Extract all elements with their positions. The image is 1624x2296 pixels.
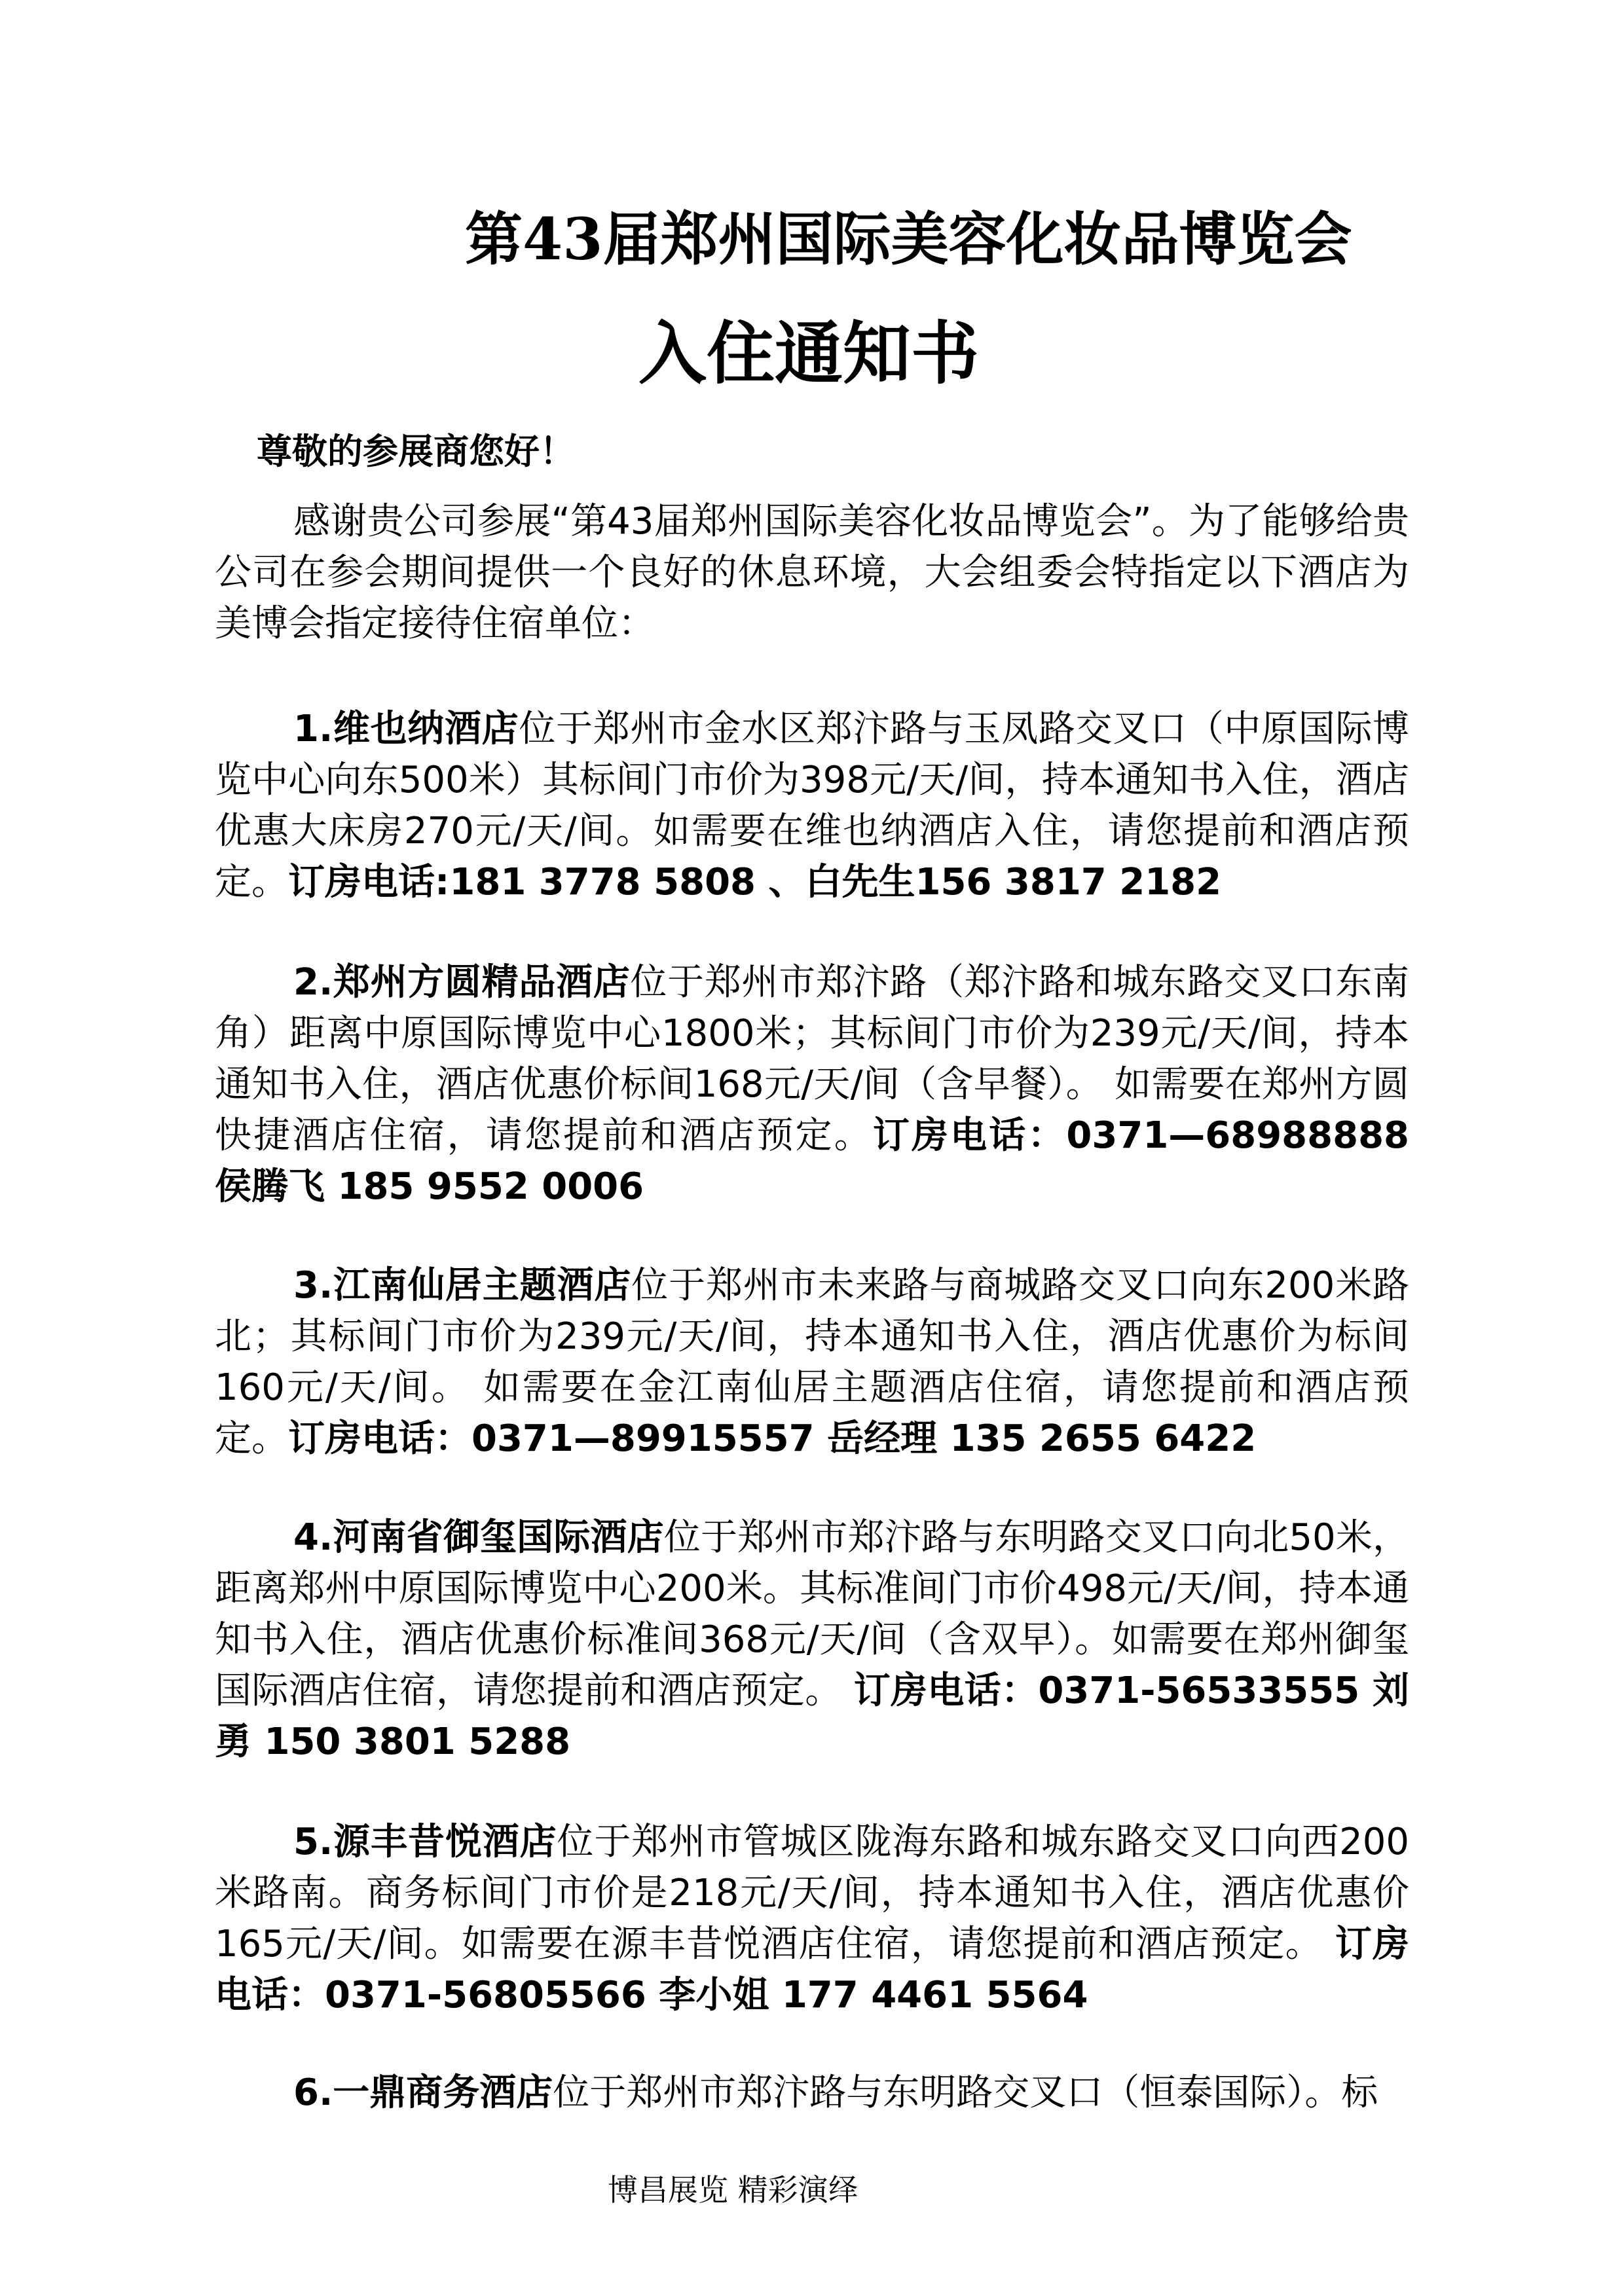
hotel-number: 4. (293, 1516, 333, 1559)
hotel-name: 源丰昔悦酒店 (333, 1821, 557, 1863)
hotel-number: 5. (293, 1821, 333, 1863)
hotel-name: 江南仙居主题酒店 (333, 1264, 632, 1307)
document-subtitle: 入住通知书 (638, 313, 980, 393)
hotel-name: 河南省御玺国际酒店 (333, 1516, 664, 1559)
hotel-description: 位于郑州市郑汴路与东明路交叉口向北50米，距离郑州中原国际博览中心200米。其标准间门市价498元/天/间，持本通知书入住，酒店优惠价标准间368元/天/间（含双早）。如需要在郑州御玺国际酒店住宿，请您提前和酒店预定。 (215, 1516, 1409, 1712)
hotel-number: 1. (293, 708, 333, 750)
hotel-contact: 订房电话：0371-56533555 刘勇 150 3801 5288 (215, 1669, 1409, 1763)
hotel-name: 郑州方圆精品酒店 (333, 961, 631, 1004)
hotel-number: 6. (293, 2071, 333, 2114)
intro-paragraph (215, 496, 1409, 649)
hotel-description: 位于郑州市郑汴路（郑汴路和城东路交叉口东南角）距离中原国际博览中心1800米；其标间门市价为239元/天/间，持本通知书入住，酒店优惠价标间168元/天/间（含早餐）。 如需要在郑州方圆快捷酒店住宿，请您提前和酒店预定。 (215, 961, 1410, 1157)
hotel-item (215, 957, 1409, 1212)
hotel-item (215, 1817, 1409, 2021)
hotel-contact: 订房电话：0371—68988888 侯腾飞 185 9552 0006 (215, 1114, 1410, 1208)
hotel-contact: 订房电话：0371—89915557 岳经理 135 2655 6422 (288, 1417, 1257, 1460)
document-title: 第43届郑州国际美容化妆品博览会 (465, 205, 1352, 273)
greeting: 尊敬的参展商您好！ (257, 431, 575, 472)
hotel-number: 3. (293, 1264, 333, 1307)
hotel-contact: 订房电话:181 3778 5808 、白先生156 3817 2182 (288, 861, 1222, 903)
hotel-item (215, 1512, 1409, 1768)
hotel-description: 位于郑州市未来路与商城路交叉口向东200米路北；其标间门市价为239元/天/间，持本通知书入住，酒店优惠价为标间160元/天/间。 如需要在金江南仙居主题酒店住宿，请您提前和酒店预定。 (215, 1264, 1410, 1460)
hotel-item (215, 704, 1409, 908)
hotel-description: 位于郑州市郑汴路与东明路交叉口（恒泰国际）。标 (553, 2071, 1378, 2114)
hotel-item (215, 2068, 1409, 2119)
intro-text: 感谢贵公司参展“第43届郑州国际美容化妆品博览会”。为了能够给贵公司在参会期间提供一个良好的休息环境，大会组委会特指定以下酒店为美博会指定接待住宿单位： (215, 500, 1409, 645)
hotel-name: 一鼎商务酒店 (333, 2071, 553, 2114)
hotel-name: 维也纳酒店 (333, 708, 519, 750)
hotel-description: 位于郑州市管城区陇海东路和城东路交叉口向西200米路南。商务标间门市价是218元/天/间，持本通知书入住，酒店优惠价165元/天/间。如需要在源丰昔悦酒店住宿，请您提前和酒店预定。 (215, 1821, 1409, 1965)
hotel-description: 位于郑州市金水区郑汴路与玉凤路交叉口（中原国际博览中心向东500米）其标间门市价为398元/天/间，持本通知书入住，酒店优惠大床房270元/天/间。如需要在维也纳酒店入住，请您提前和酒店预定。 (215, 708, 1410, 903)
hotel-contact: 订房电话：0371-56805566 李小姐 177 4461 5564 (215, 1923, 1410, 2016)
hotel-item (215, 1260, 1409, 1465)
hotel-number: 2. (293, 961, 333, 1004)
page-footer: 博昌展览 精彩演绎 (608, 2172, 858, 2208)
